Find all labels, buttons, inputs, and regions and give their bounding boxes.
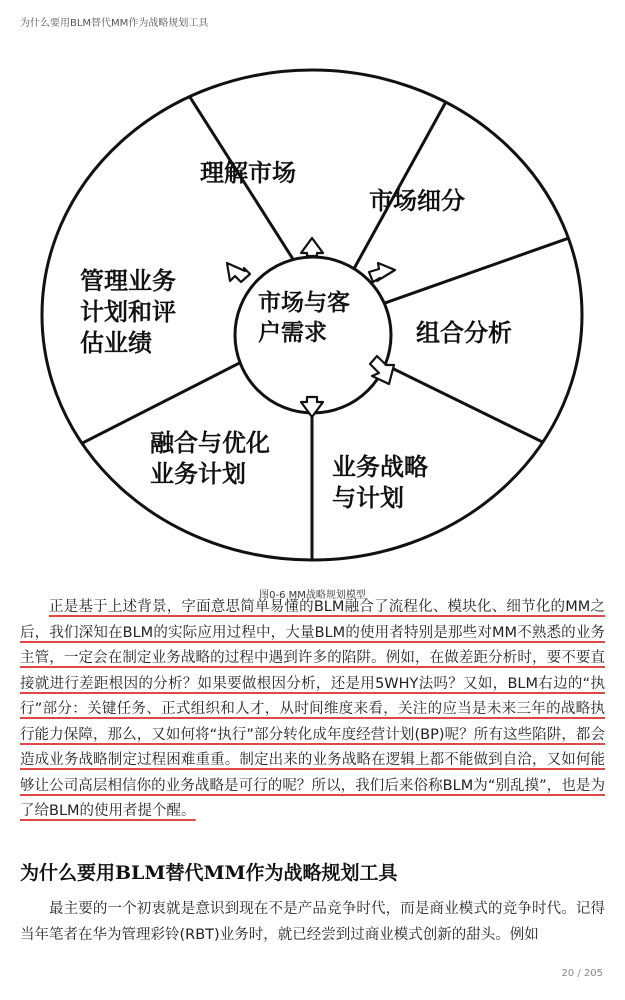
figure-caption: 图0-6 MM战略规划模型 bbox=[259, 590, 366, 601]
segment-label-manage-evaluate: 管理业务 计划和评 估业绩 bbox=[80, 267, 176, 357]
segment-label-strategy-plan: 业务战略 与计划 bbox=[332, 453, 428, 512]
highlighted-text: 正是基于上述背景，字面意思简单易懂的BLM融合了流程化、模块化、细节化的MM之后，我们深知在BLM的实际应用过程中，大量BLM的使用者特别是那些对MM不熟悉的业务主管，一定会在制定业务战略的过程中遇到许多的陷阱。例如，在做差距分析时，要不要直接就进行差距根因的分析？如果要做根因分析，还是用5WHY法吗？又如，BLM右边的“执行”部分：关键任务、正式组织和人才，从时间维度来看，关注的应当是未来三年的战略执行能力保障，那么，又如何将“执行”部分转化成年度经营计划(BP)呢？所有这些陷阱，都会造成业务战略制定过程困难重重。制定出来的业务战略在逻辑上都不能做到自洽，又如何能够让公司高层相信你的业务战略是可行的呢？所以，我们后来俗称BLM为“别乱摸”，也是为了给BLM的使用者提个醒。 bbox=[20, 599, 605, 819]
center-label: 市场与客 户需求 bbox=[258, 290, 350, 346]
running-header: 为什么要用BLM替代MM作为战略规划工具 bbox=[20, 18, 209, 29]
segment-label-understand-market: 理解市场 bbox=[200, 159, 296, 187]
segment-label-market-segmentation: 市场细分 bbox=[369, 187, 465, 215]
segment-label-integrate-optimize: 融合与优化 业务计划 bbox=[150, 429, 270, 488]
page-number: 20 / 205 bbox=[561, 968, 603, 979]
divider-3 bbox=[365, 220, 605, 310]
arrow-up bbox=[301, 238, 323, 256]
mm-model-figure bbox=[20, 60, 605, 580]
arrow-upper-left bbox=[227, 263, 250, 282]
paragraph-text: 最主要的一个初衷就是意识到现在不是产品竞争时代，而是商业模式的竞争时代。记得当年笔者在华为管理彩铃(RBT)业务时，就已经尝到过商业模式创新的甜头。例如 bbox=[20, 901, 605, 943]
divider-2 bbox=[345, 60, 480, 285]
section-heading: 为什么要用BLM替代MM作为战略规划工具 bbox=[20, 862, 398, 884]
arrow-upper-right bbox=[369, 263, 395, 282]
body-paragraph-2 bbox=[20, 897, 605, 948]
body-paragraph-1 bbox=[20, 595, 605, 825]
segment-label-portfolio-analysis: 组合分析 bbox=[416, 319, 512, 347]
